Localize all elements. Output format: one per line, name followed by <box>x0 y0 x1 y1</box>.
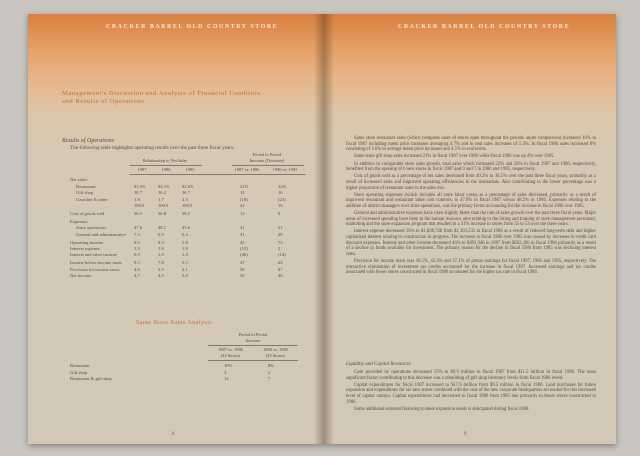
cell-1985: 5.8 <box>182 239 188 245</box>
table-group-header: Increase <box>245 338 261 343</box>
table-row <box>68 363 298 369</box>
paragraph: Store operating expenses (which includes all store labor costs) as a percentage of sales decreased, primarily as a result of improved restaurant and restaurant labor cost controls, to 47.6% in fiscal 1987 versus 48.2% in 1986. Expenses relating to the addition of district managers over store operations, was the primary factor accounting for the increase in fiscal 1986 over 1985. <box>346 192 596 209</box>
row-label: General and administrative <box>76 231 126 237</box>
column-header: 1986 vs. 1985 <box>263 347 288 352</box>
cell-1987: 100.0 <box>134 202 145 208</box>
row-label: Expenses: <box>70 219 89 225</box>
cell-1986: 100.0 <box>158 202 169 208</box>
cell-period-1: (10) <box>240 246 248 251</box>
column-header: 1985 <box>185 167 195 172</box>
page-number: 9 <box>464 432 467 437</box>
row-label: Net sales: <box>70 177 88 182</box>
cell-1986: 7.8 <box>158 260 164 266</box>
table-row <box>68 177 298 183</box>
cell-1987: 4.7 <box>134 272 140 278</box>
divider <box>130 165 202 166</box>
cell-col1: 3 <box>224 369 227 375</box>
cell-1987: 18.7 <box>134 190 143 196</box>
cell-1987: 9.3 <box>134 260 140 266</box>
cell-period-1: 47 <box>240 260 245 266</box>
book-gutter <box>314 14 334 444</box>
cell-1985: 100.0 <box>182 202 193 208</box>
mdna-title-line1: Management's Discussion and Analysis of Financial Condition <box>62 90 261 97</box>
table-row <box>68 273 298 279</box>
liquidity-body-text <box>346 370 596 414</box>
table-row <box>68 197 298 203</box>
paragraph: In addition to comparable store sales growth, total sales which increased 22% and 20% in fiscal 1987 and 1986, respectively, benefited from the opening of 6 new stores in fiscal 1987 and 9 and 7 in 1986 and 1985, respectively. <box>346 161 596 173</box>
cell-1986: 8.3 <box>158 239 164 245</box>
table-row <box>68 370 298 376</box>
cell-period-2: 73 <box>278 239 283 245</box>
cell-1987: 0.5 <box>134 252 140 258</box>
cell-col1: 10% <box>224 363 233 368</box>
cell-period-2: (23) <box>278 196 286 202</box>
row-label: Store operations <box>76 225 106 231</box>
row-label: Provision for income taxes <box>70 266 120 272</box>
page-number: 8 <box>172 432 175 437</box>
cell-1987: 9.9 <box>134 239 140 245</box>
cell-period-2: 63 <box>278 260 283 266</box>
table-group-header: Increase (Decrease) <box>249 158 285 163</box>
row-label: Restaurant <box>70 363 90 368</box>
table-row <box>68 225 298 231</box>
cell-1985: 38.2 <box>182 211 191 216</box>
row-label: Gasoline & other <box>76 196 108 202</box>
cell-1986: 1.0 <box>158 252 164 258</box>
row-label: Net income <box>70 272 92 278</box>
cell-1985: 5.3 <box>182 260 188 266</box>
cell-period-1: 15 <box>240 190 245 196</box>
row-label: Restaurant <box>76 184 96 190</box>
cell-period-2: 16 <box>278 190 283 196</box>
cell-1985: 2.3 <box>182 196 188 202</box>
paragraph: General and administrative expenses have risen slightly faster than the rate of sales growth over the past three fiscal years. Major areas of increased spending have been in the human resource area relating to the hiring and training of store management personnel, marketing and the store expansion program that resulted in a 31% increase in stores from 35 to 53 over the three years. <box>346 211 596 228</box>
divider <box>130 174 306 175</box>
cell-1985: 16.7 <box>182 190 191 196</box>
row-label: Income before income taxes <box>70 260 122 266</box>
cell-period-2: 87 <box>278 266 283 272</box>
cell-1987: 4.6 <box>134 266 140 272</box>
paragraph: Provision for income taxes was 49.5%, 45.3% and 37.1% of pretax earnings for fiscal 1987, 1986 and 1985, respectively. The retroactive elimination of investment tax credits accounted for the increase in fiscal 1987. Increased earnings and tax credits associated with fewer stores constructed in fiscal 1986 accounted for the higher tax rate in fiscal 1986. <box>346 259 596 276</box>
cell-1986: 36.8 <box>158 211 167 216</box>
table-group-header: Relationship to Net Sales <box>142 158 188 163</box>
cell-1985: 82.6% <box>182 184 194 190</box>
cell-1986: 84.1% <box>158 184 170 190</box>
cell-period-1: 21% <box>240 184 249 190</box>
cell-1985: 45.6 <box>182 225 191 231</box>
cell-1985: 1.4 <box>182 252 188 258</box>
divider <box>208 360 298 361</box>
left-page <box>28 14 324 444</box>
cell-period-2: 29 <box>278 231 283 237</box>
table-row <box>68 267 298 273</box>
cell-1987: 36.5 <box>134 211 143 216</box>
column-header: 1987 vs. 1986 <box>218 347 243 352</box>
cell-period-2: 22% <box>278 184 287 190</box>
cell-period-1: 13 <box>240 211 245 216</box>
mdna-title <box>62 90 292 106</box>
cell-period-2: 2 <box>278 246 281 251</box>
cell-1986: 4.5 <box>158 272 164 278</box>
cell-1987: 81.5% <box>134 184 146 190</box>
cell-period-2: 21 <box>278 225 283 231</box>
row-label: Cost of goods sold <box>70 211 105 216</box>
annual-report-spread <box>28 14 616 444</box>
cell-1987: 1.8 <box>134 196 140 202</box>
paragraph: Same store gift shop sales increased 21% in fiscal 1987 over 1986 while fiscal 1986 was up 4% over 1985. <box>354 154 555 160</box>
table-row <box>68 184 298 190</box>
cell-1985: 1.9 <box>182 246 188 251</box>
cell-period-2: 49 <box>278 272 283 278</box>
paragraph: Interest expense decreased 16% to $1,098,748 from $1,303,235 in fiscal 1986 as a result of reduced long-term debt and higher capitalized interest relating to construction in progress. The increase in fiscal 1986 over 1985 was caused by increases in credit card discount expenses. Interest and other income decreased 46% to $492,940 in 1987 from $822,200 in fiscal 1986 primarily as a result of a decline in funds available for investment. The primary reason for the decline in fiscal 1986 from 1985 was declining interest rates. <box>346 229 596 257</box>
cell-period-1: 30 <box>240 272 245 278</box>
row-label: Interest expense <box>70 246 100 251</box>
table-row <box>68 252 298 258</box>
table-row <box>68 376 298 382</box>
column-header: (35 Stores) <box>265 353 286 358</box>
cell-period-2: 9 <box>278 211 281 216</box>
cell-1987: 7.3 <box>134 231 140 237</box>
cell-period-1: 22 <box>240 202 245 208</box>
cell-1985: 2.1 <box>182 266 188 272</box>
cell-1986: 6.9 <box>158 231 164 237</box>
same-store-title: Same Store Sales Analysis <box>136 320 213 326</box>
column-header: 1987 vs. 1986 <box>234 167 260 172</box>
cell-1987: 47.6 <box>134 225 143 231</box>
right-body-text <box>346 136 596 277</box>
column-header: 1987 <box>137 167 147 172</box>
cell-1986: 48.2 <box>158 225 167 231</box>
paragraph: Cost of goods sold as a percentage of net sales decreased from 40.2% to 36.5% over the past three fiscal years, primarily as a result of increased sales and improved operating efficiencies in the restaurants. Also contributing to the lower percentage was a higher proportion of restaurant sales in the sales mix. <box>346 174 596 191</box>
paragraph: Some additional external financing to meet expansion needs is anticipated during fiscal 1988. <box>354 406 530 412</box>
paragraph: Same store restaurant sales (which compares sales of stores open throughout the periods under comparison) increased 10% in fiscal 1987 including menu price increases averaging 4.7% and in real sales increases of 5.3%. In fiscal 1986 sales increased 8% consisting of 3.6% in average menu price increases and 4.5% in real terms. <box>346 136 596 153</box>
cell-col2: 8% <box>268 363 275 368</box>
row-label: Gift shop <box>70 369 88 375</box>
running-head-right: CRACKER BARREL OLD COUNTRY STORE <box>398 24 571 30</box>
cell-col1: 12 <box>224 376 229 381</box>
table-row <box>68 240 298 246</box>
cell-1985: 6.4 <box>182 231 188 237</box>
row-label: Gift shop <box>76 190 94 196</box>
table-row <box>68 203 298 209</box>
cell-1986: 16.2 <box>158 190 167 196</box>
running-head-left: CRACKER BARREL OLD COUNTRY STORE <box>106 24 279 30</box>
cell-period-1: 45 <box>240 239 245 245</box>
table-row <box>68 219 298 225</box>
cell-1986: 3.5 <box>158 266 164 272</box>
column-header: (42 Stores) <box>220 353 241 358</box>
results-heading: Results of Operations <box>62 138 114 144</box>
table-row <box>68 190 298 196</box>
same-store-table <box>68 332 308 392</box>
cell-period-2: 19 <box>278 202 283 208</box>
table-row <box>68 232 298 238</box>
column-header: 1986 <box>161 167 171 172</box>
table-row <box>68 260 298 266</box>
right-page <box>324 14 616 444</box>
cell-period-1: 21 <box>240 225 245 231</box>
liquidity-heading: Liquidity and Capital Resources <box>346 362 411 367</box>
cell-1986: 1.6 <box>158 246 164 251</box>
row-label: Interest and other income <box>70 252 117 258</box>
cell-period-1: (46) <box>240 252 248 258</box>
cell-1986: 1.7 <box>158 196 164 202</box>
cell-1985: 3.0 <box>182 272 188 278</box>
column-header: 1986 vs. 1985 <box>272 167 298 172</box>
row-label: Operating income <box>70 239 104 245</box>
cell-period-2: (14) <box>278 252 286 258</box>
divider <box>232 165 304 166</box>
table-row <box>68 246 298 252</box>
table-row <box>68 211 298 217</box>
table-group-header: Period to Period <box>238 332 268 337</box>
paragraph: Cash provided by operations decreased 15% to $9.9 million in fiscal 1987 from $11.5 million in fiscal 1986. The most significant factor contributing to this decrease was a rebuilding of gift shop inventory levels from fiscal 1986 levels. <box>346 370 596 381</box>
divider <box>208 345 298 346</box>
cell-1987: 1.3 <box>134 246 140 251</box>
cell-col2: 7 <box>268 376 271 381</box>
row-label: Restaurant & gift shop <box>70 376 112 381</box>
table-group-header: Period to Period <box>252 152 282 157</box>
cell-period-1: 31 <box>240 231 245 237</box>
cell-period-1: (18) <box>240 196 248 202</box>
results-intro: The following table highlights operating results over the past three fiscal years: <box>70 145 235 151</box>
operating-results-table <box>68 152 308 308</box>
paragraph: Capital expenditures for fiscal 1987 increased to $17.9 million from $9.5 million in fiscal 1986. Land purchases for future expansion and expenditures for six new stores combined with the cost of the new corporate headquarters accounted for this increased level of capital outlays. Capital expenditures had decreased in fiscal 1986 from 1985 due primarily to fewer stores constructed in 1986. <box>346 382 596 405</box>
cell-period-1: 58 <box>240 266 245 272</box>
cell-col2: 2 <box>268 369 271 375</box>
mdna-title-line2: and Results of Operations <box>62 98 145 105</box>
